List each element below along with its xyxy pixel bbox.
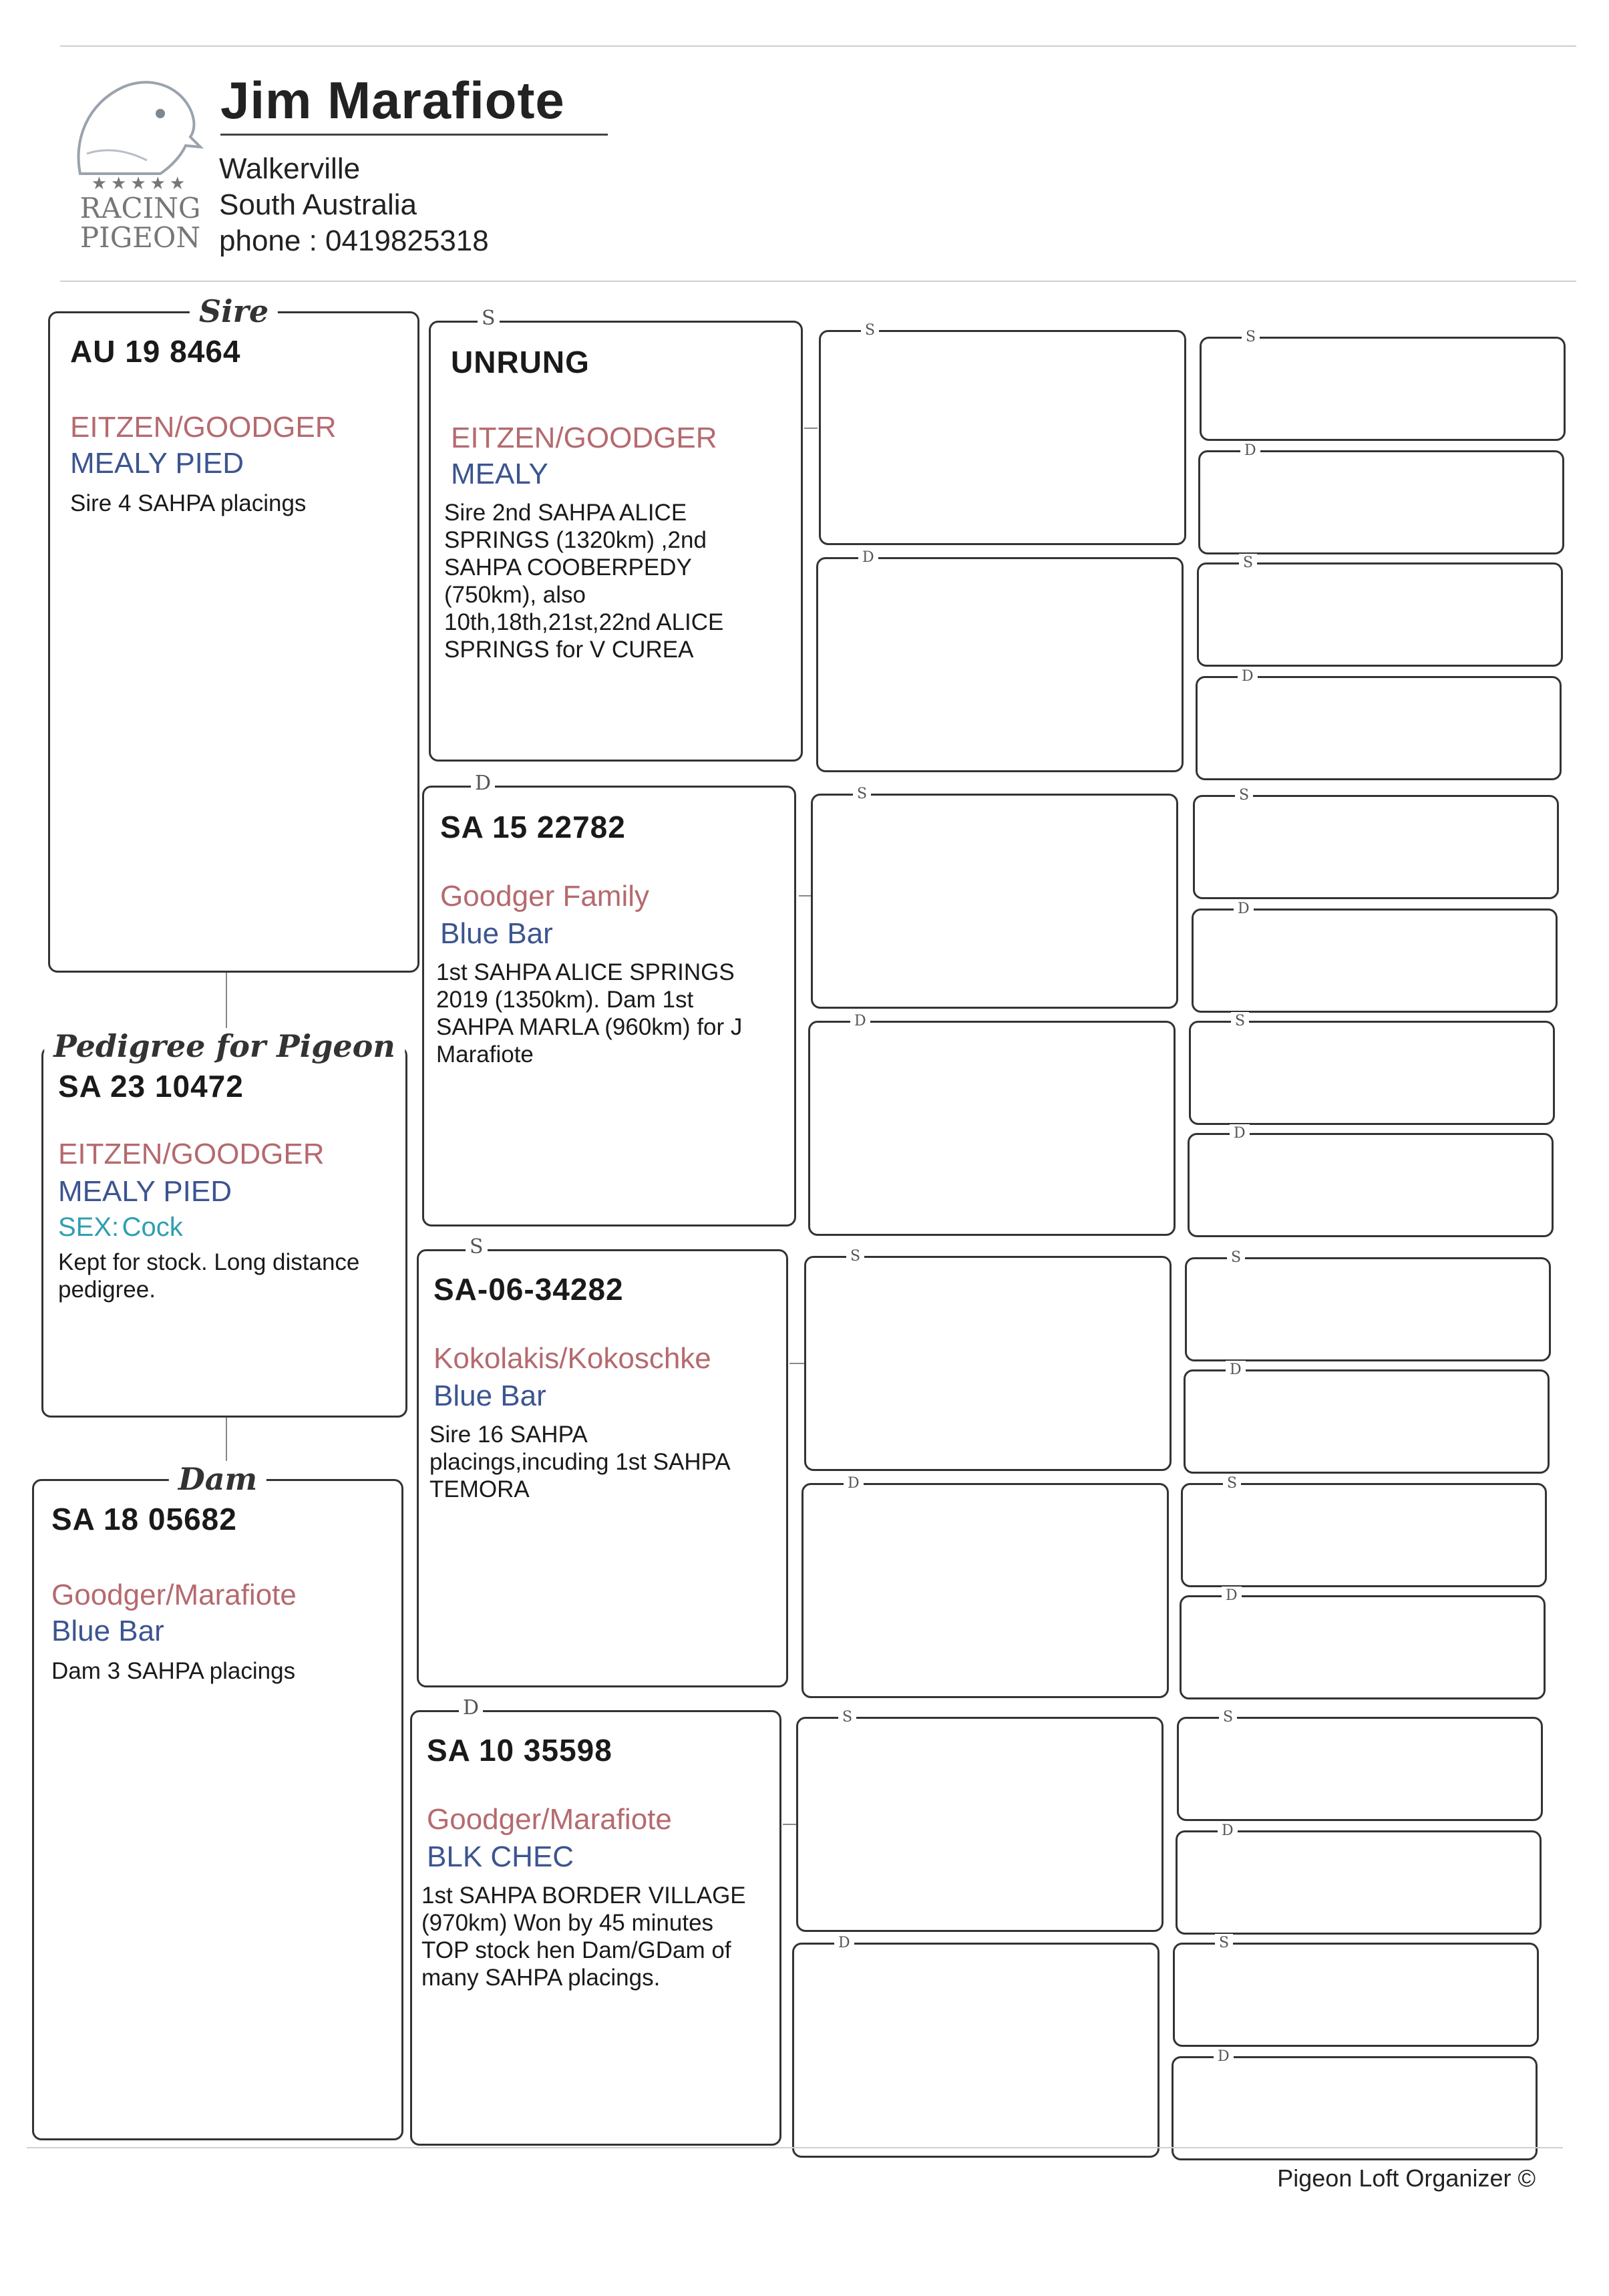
- gen4-box-14: [1176, 1822, 1542, 1935]
- gen2-4-label: D: [459, 1699, 483, 1717]
- bottom-rule: [27, 2147, 1563, 2148]
- tick: [783, 1824, 796, 1825]
- gen4-box-1: [1200, 329, 1566, 441]
- gen4-3-label: S: [1239, 554, 1257, 572]
- subject-strain: EITZEN/GOODGER: [58, 1138, 325, 1170]
- gen4-box-5: [1193, 787, 1559, 899]
- gen4-box-8: [1188, 1125, 1554, 1237]
- gen2-1-label: S: [478, 309, 500, 328]
- gen4-box-10: [1184, 1361, 1550, 1474]
- gen3-5-label: S: [846, 1247, 864, 1266]
- gen2-3-colour: Blue Bar: [433, 1379, 546, 1412]
- gen2-box-2: [422, 772, 796, 1226]
- gen4-box-16: [1172, 2048, 1538, 2160]
- dam-box: [32, 1461, 403, 2140]
- gen2-2-colour: Blue Bar: [440, 917, 553, 950]
- sire-notes: Sire 4 SAHPA placings: [70, 490, 307, 516]
- gen4-box-13: [1177, 1709, 1543, 1821]
- gen4-9-label: S: [1227, 1249, 1245, 1267]
- gen3-box-7: [796, 1709, 1164, 1932]
- gen4-box-4: [1196, 668, 1562, 780]
- gen4-8-label: D: [1230, 1124, 1250, 1143]
- sire-label: Sire: [190, 293, 278, 329]
- gen2-4-strain: Goodger/Marafiote: [427, 1803, 672, 1836]
- tick: [804, 428, 818, 429]
- gen3-box-2: [816, 549, 1184, 772]
- gen3-box-6: [801, 1475, 1169, 1698]
- gen4-10-label: D: [1226, 1361, 1246, 1379]
- gen3-box-8: [792, 1935, 1159, 2158]
- gen3-1-label: S: [861, 321, 879, 340]
- gen4-box-9: [1185, 1249, 1551, 1361]
- dam-strain: Goodger/Marafiote: [51, 1579, 297, 1611]
- gen3-3-label: S: [853, 785, 871, 804]
- gen4-7-label: S: [1231, 1012, 1249, 1031]
- gen4-1-label: S: [1242, 328, 1260, 347]
- gen2-box-4: [410, 1696, 781, 2146]
- subject-sex-label: SEX:: [58, 1212, 120, 1242]
- gen4-12-label: D: [1222, 1587, 1242, 1605]
- gen3-box-3: [811, 786, 1178, 1009]
- dam-ring: SA 18 05682: [51, 1502, 237, 1536]
- pigeon-head-icon: [60, 67, 207, 180]
- gen3-box-5: [804, 1248, 1172, 1471]
- dam-colour: Blue Bar: [51, 1615, 164, 1647]
- dam-notes: Dam 3 SAHPA placings: [51, 1658, 296, 1684]
- gen4-box-11: [1181, 1475, 1547, 1587]
- gen4-4-label: D: [1238, 667, 1258, 686]
- gen2-4-notes: 1st SAHPA BORDER VILLAGE (970km) Won by 45 minutes TOP stock hen Dam/GDam of many SAHPA placings.: [421, 1882, 746, 1991]
- owner-state: South Australia: [219, 188, 417, 221]
- gen2-4-ring: SA 10 35598: [427, 1733, 612, 1768]
- subject-box: [41, 1028, 407, 1418]
- gen4-2-label: D: [1240, 442, 1260, 460]
- sire-colour: MEALY PIED: [70, 447, 244, 480]
- gen4-11-label: S: [1223, 1474, 1241, 1493]
- gen2-3-notes: Sire 16 SAHPA placings,incuding 1st SAHPA TEMORA: [429, 1422, 729, 1502]
- top-rule: [60, 45, 1576, 47]
- logo-pigeon: PIGEON: [79, 221, 201, 254]
- gen4-14-label: D: [1218, 1822, 1238, 1840]
- gen2-box-3: [417, 1235, 788, 1687]
- gen2-3-label: S: [466, 1238, 488, 1257]
- gen4-box-2: [1198, 442, 1564, 554]
- gen4-6-label: D: [1234, 900, 1254, 919]
- sire-box: [48, 293, 419, 973]
- gen3-8-label: D: [834, 1934, 854, 1953]
- gen4-box-15: [1173, 1935, 1539, 2047]
- subject-notes: Kept for stock. Long distance pedigree.: [58, 1249, 360, 1303]
- dam-label: Dam: [169, 1461, 266, 1497]
- gen3-2-label: D: [858, 548, 878, 567]
- owner-suburb: Walkerville: [219, 152, 361, 185]
- gen4-5-label: S: [1235, 786, 1253, 805]
- gen2-1-strain: EITZEN/GOODGER: [451, 422, 717, 454]
- gen3-box-1: [819, 322, 1186, 545]
- gen2-2-label: D: [471, 774, 495, 793]
- subject-colour: MEALY PIED: [58, 1175, 232, 1208]
- sire-ring: AU 19 8464: [70, 334, 241, 369]
- gen2-box-1: [429, 307, 803, 762]
- gen4-box-3: [1197, 554, 1563, 667]
- subject-sex: Cock: [122, 1212, 183, 1242]
- gen4-box-6: [1192, 900, 1558, 1013]
- gen4-box-7: [1189, 1013, 1555, 1125]
- gen2-3-ring: SA-06-34282: [433, 1272, 624, 1307]
- gen2-2-strain: Goodger Family: [440, 880, 650, 913]
- gen3-4-label: D: [850, 1012, 870, 1031]
- gen4-15-label: S: [1215, 1934, 1233, 1953]
- owner-phone: phone : 0419825318: [219, 224, 489, 257]
- sire-strain: EITZEN/GOODGER: [70, 411, 337, 444]
- gen2-3-strain: Kokolakis/Kokoschke: [433, 1342, 711, 1375]
- gen3-6-label: D: [844, 1474, 864, 1493]
- racing-pigeon-logo: [60, 67, 207, 261]
- tick: [799, 895, 811, 896]
- subject-label: Pedigree for Pigeon: [44, 1028, 405, 1064]
- tick: [789, 1363, 804, 1364]
- gen2-2-notes: 1st SAHPA ALICE SPRINGS 2019 (1350km). Dam 1st SAHPA MARLA (960km) for J Marafiote: [436, 959, 743, 1068]
- subject-ring: SA 23 10472: [58, 1069, 244, 1104]
- owner-underline: [220, 134, 608, 136]
- gen2-1-ring: UNRUNG: [451, 345, 590, 379]
- owner-name: Jim Marafiote: [220, 71, 565, 130]
- gen2-2-ring: SA 15 22782: [440, 810, 626, 844]
- gen3-box-4: [808, 1013, 1176, 1236]
- header-rule: [60, 281, 1576, 282]
- gen4-box-12: [1180, 1587, 1546, 1699]
- gen2-1-notes: Sire 2nd SAHPA ALICE SPRINGS (1320km) ,2nd SAHPA COOBERPEDY (750km), also 10th,18th,21st,22nd ALICE SPRINGS for V CUREA: [444, 500, 724, 663]
- logo-stars: ★★★★★: [91, 174, 190, 194]
- gen3-7-label: S: [838, 1708, 856, 1727]
- gen4-13-label: S: [1219, 1708, 1237, 1727]
- footer-credit: Pigeon Loft Organizer ©: [1277, 2164, 1536, 2192]
- gen4-16-label: D: [1214, 2047, 1234, 2066]
- logo-racing: RACING: [79, 192, 201, 224]
- gen2-1-colour: MEALY: [451, 458, 548, 490]
- gen2-4-colour: BLK CHEC: [427, 1840, 574, 1873]
